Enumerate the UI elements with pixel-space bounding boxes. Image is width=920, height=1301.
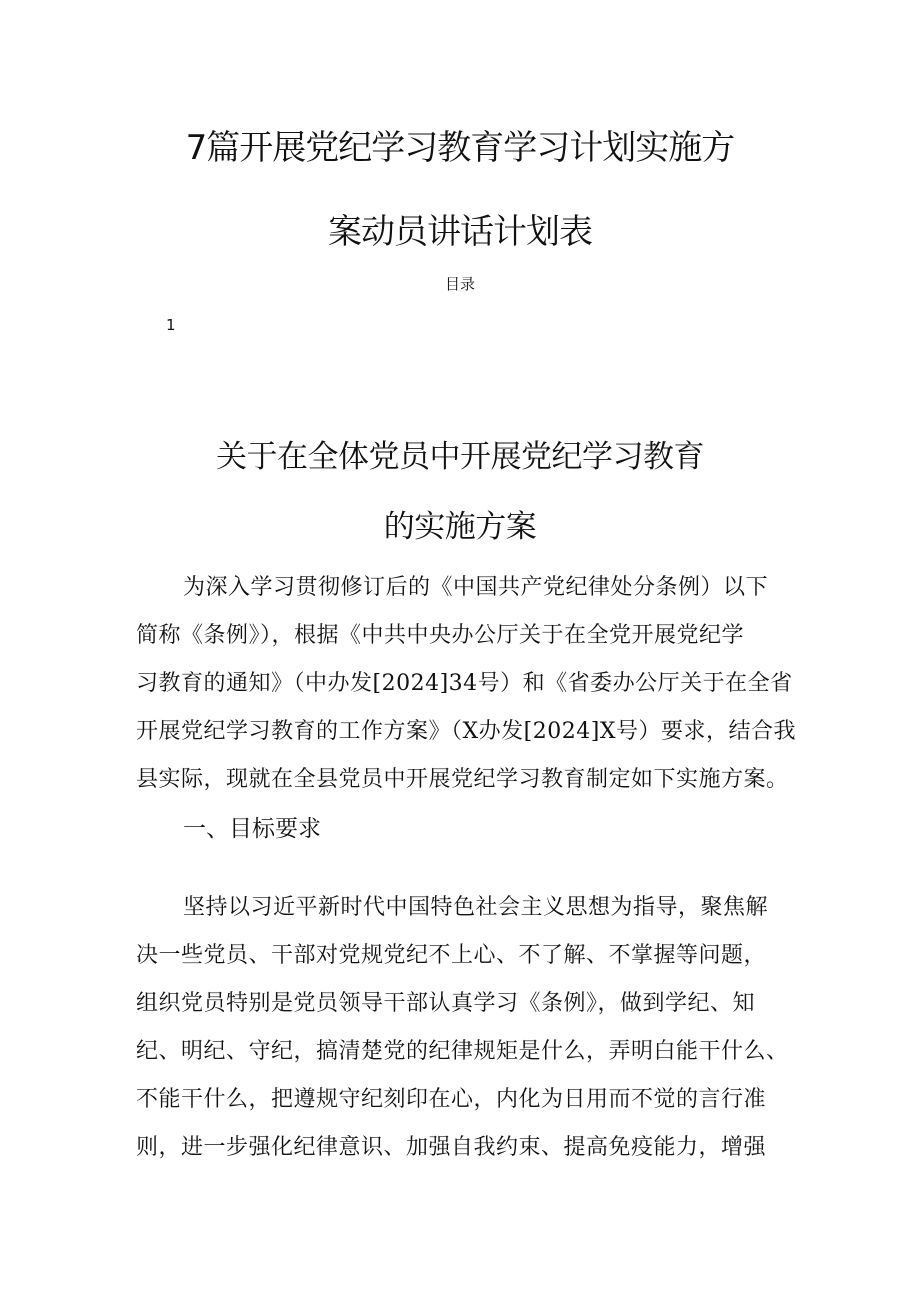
section-title-line-1: 关于在全体党员中开展党纪学习教育 <box>216 439 704 475</box>
intro-paragraph-line: 习教育的通知》（中办发[2024]34号）和《省委办公厅关于在全省 <box>136 671 793 696</box>
section-heading-goals: 一、目标要求 <box>183 816 321 842</box>
body-paragraph-line: 纪、明纪、守纪，搞清楚党的纪律规矩是什么，弄明白能干什么、 <box>136 1039 789 1064</box>
document-title-line-2: 案动员讲话计划表 <box>328 212 592 252</box>
body-paragraph-line: 决一些党员、干部对党规党纪不上心、不了解、不掌握等问题， <box>136 943 767 968</box>
body-paragraph-line: 组织党员特别是党员领导干部认真学习《条例》，做到学纪、知 <box>136 991 756 1016</box>
body-paragraph-line: 则，进一步强化纪律意识、加强自我约束、提高免疫能力，增强 <box>136 1135 767 1160</box>
section-title-line-2: 的实施方案 <box>383 509 537 545</box>
intro-paragraph-line: 县实际，现就在全县党员中开展党纪学习教育制定如下实施方案。 <box>136 767 789 792</box>
intro-paragraph-line: 简称《条例》），根据《中共中央办公厅关于在全党开展党纪学 <box>136 623 745 648</box>
toc-heading: 目录 <box>444 275 475 293</box>
intro-paragraph-line: 开展党纪学习教育的工作方案》（X办发[2024]X号）要求，结合我 <box>136 719 796 744</box>
toc-item-number[interactable]: 1 <box>166 316 176 334</box>
body-paragraph-line: 不能干什么，把遵规守纪刻印在心，内化为日用而不觉的言行准 <box>136 1087 767 1112</box>
intro-paragraph-line: 为深入学习贯彻修订后的《中国共产党纪律处分条例）以下 <box>183 575 769 600</box>
body-paragraph-line: 坚持以习近平新时代中国特色社会主义思想为指导，聚焦解 <box>183 895 769 920</box>
document-title-line-1: 7篇开展党纪学习教育学习计划实施方 <box>185 128 735 168</box>
